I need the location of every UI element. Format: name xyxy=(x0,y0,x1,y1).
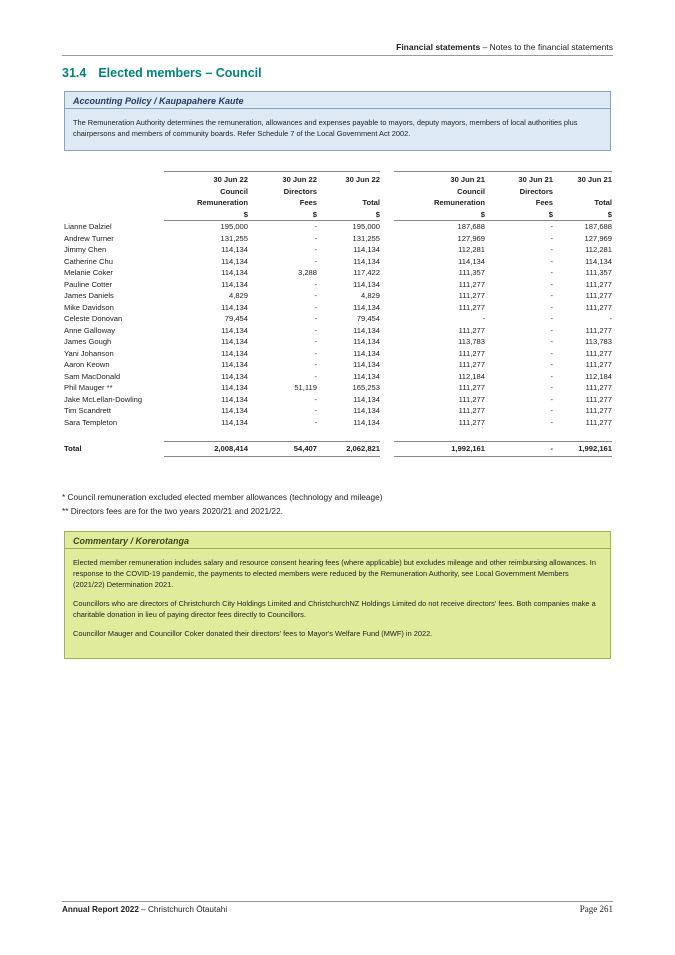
member-name: Catherine Chu xyxy=(64,256,113,266)
table-value-cell: 112,281 xyxy=(458,245,485,254)
footnote-directors-fees: ** Directors fees are for the two years 2020/21 and 2021/22. xyxy=(62,506,283,516)
table-header-cell: $ xyxy=(394,209,485,221)
member-name: Sam MacDonald xyxy=(64,371,121,381)
footer-report-name: Annual Report 2022 xyxy=(62,905,139,914)
table-value-cell: 131,255 xyxy=(352,233,380,243)
table-value-cell: 111,277 xyxy=(585,279,612,289)
table-value-cell: 112,184 xyxy=(585,371,612,381)
table-value-cell: 111,277 xyxy=(585,325,612,335)
member-name: Jake McLellan-Dowling xyxy=(64,394,143,404)
table-value-cell: 117,422 xyxy=(353,268,380,277)
table-value-cell: - xyxy=(314,394,317,404)
table-row xyxy=(64,302,612,314)
header-subsection-name: – Notes to the financial statements xyxy=(480,42,613,52)
table-column-gap xyxy=(380,197,394,209)
table-header-cell: Directors xyxy=(283,186,317,196)
table-value-cell: 114,134 xyxy=(353,245,380,254)
table-row xyxy=(64,233,612,245)
table-value-cell: 4,829 xyxy=(360,291,380,300)
table-value-cell: - xyxy=(314,325,317,335)
table-value-cell: 111,277 xyxy=(458,406,485,415)
table-value-cell: - xyxy=(550,233,553,243)
table-value-cell: 1,992,161 xyxy=(553,442,612,457)
table-value-cell: 4,829 xyxy=(228,291,248,300)
table-value-cell: - xyxy=(314,233,317,243)
member-name: Pauline Cotter xyxy=(64,279,113,289)
table-value-cell: 113,783 xyxy=(458,337,485,346)
table-value-cell: - xyxy=(550,291,553,300)
table-row xyxy=(64,394,612,406)
table-column-gap xyxy=(380,442,394,457)
accounting-policy-text: The Remuneration Authority determines the remuneration, allowances and expenses payable to mayors, deputy mayors, members of local authorities plus chairpersons and members of community boards. Refer Schedule 7 of the Local Government Act 2002. xyxy=(73,118,578,138)
table-column-gap xyxy=(380,313,394,325)
table-column-gap xyxy=(380,267,394,279)
table-column-gap xyxy=(380,348,394,360)
table-header-cell: 30 Jun 21 xyxy=(485,172,553,186)
table-value-cell: - xyxy=(550,268,553,277)
table-total-row xyxy=(64,442,612,457)
commentary-box xyxy=(64,531,611,659)
member-name: Jimmy Chen xyxy=(64,245,107,254)
table-value-cell: 113,783 xyxy=(585,337,612,346)
table-column-gap xyxy=(380,302,394,314)
table-column-gap xyxy=(380,279,394,291)
table-column-gap xyxy=(380,256,394,268)
table-header-cell xyxy=(553,186,612,198)
table-row xyxy=(64,256,612,268)
footer-organisation: – Christchurch Ōtautahi xyxy=(138,905,228,914)
table-value-cell: 114,134 xyxy=(221,279,248,289)
table-value-cell: 114,134 xyxy=(221,383,248,392)
table-value-cell: - xyxy=(550,314,553,323)
table-value-cell: 114,134 xyxy=(353,360,380,369)
table-value-cell: - xyxy=(314,314,317,323)
table-value-cell: 111,277 xyxy=(458,394,485,404)
table-header-cell: 30 Jun 22 xyxy=(248,172,317,186)
table-value-cell: 114,134 xyxy=(353,406,380,415)
table-value-cell: - xyxy=(550,337,553,346)
table-value-cell: 111,277 xyxy=(458,417,485,427)
table-value-cell: 165,253 xyxy=(352,383,380,392)
table-value-cell: 114,134 xyxy=(353,348,380,358)
table-column-gap xyxy=(380,244,394,256)
table-row xyxy=(64,371,612,383)
table-value-cell: - xyxy=(482,314,485,323)
table-column-gap xyxy=(380,336,394,348)
commentary-heading: Commentary / Korerotanga xyxy=(73,536,190,546)
table-row xyxy=(64,267,612,279)
table-value-cell: - xyxy=(314,279,317,289)
footer-rule xyxy=(62,901,613,902)
table-value-cell: 114,134 xyxy=(221,348,248,358)
table-header-cell: Council xyxy=(457,186,485,196)
table-header-cell: Fees xyxy=(535,198,553,207)
table-value-cell: 114,134 xyxy=(353,337,380,346)
table-column-gap xyxy=(380,394,394,406)
header-rule xyxy=(62,55,613,56)
table-header-cell: $ xyxy=(317,209,380,221)
table-value-cell: - xyxy=(550,406,553,415)
table-column-gap xyxy=(380,221,394,233)
table-value-cell: 114,134 xyxy=(221,256,248,266)
table-value-cell: 111,357 xyxy=(585,268,612,277)
table-row xyxy=(64,290,612,302)
accounting-policy-box xyxy=(64,91,611,151)
table-column-gap xyxy=(380,290,394,302)
table-value-cell: 111,277 xyxy=(458,302,485,312)
table-value-cell: - xyxy=(550,245,553,254)
table-value-cell: 114,134 xyxy=(353,371,380,381)
table-value-cell: 111,277 xyxy=(585,417,612,427)
member-name: Andrew Turner xyxy=(64,233,114,243)
table-value-cell: 114,134 xyxy=(221,268,248,277)
table-value-cell: - xyxy=(314,222,317,231)
table-value-cell: 127,969 xyxy=(584,233,612,243)
table-row xyxy=(64,336,612,348)
table-row xyxy=(64,279,612,291)
table-value-cell: 114,134 xyxy=(353,417,380,427)
table-column-gap xyxy=(380,209,394,221)
section-heading: Elected members – Council xyxy=(98,66,262,80)
table-header-blank xyxy=(64,172,164,186)
table-spacer-row xyxy=(64,428,612,442)
table-value-cell: 112,184 xyxy=(458,371,485,381)
table-header-cell: 30 Jun 22 xyxy=(164,172,248,186)
page-footer xyxy=(62,905,227,914)
table-value-cell: 114,134 xyxy=(221,406,248,415)
table-value-cell: 114,134 xyxy=(221,245,248,254)
table-value-cell: 195,000 xyxy=(352,222,380,231)
member-name: Aaron Keown xyxy=(64,360,110,369)
commentary-paragraph: Elected member remuneration includes salary and resource consent hearing fees (where applicable) but excludes mileage and other reimbursing allowances. In response to the COVID-19 pandemic, the payments to elected members were reduced by the Remuneration Authority, see Local Government Members (2021/22) Determination 2021. xyxy=(73,558,596,589)
table-value-cell: - xyxy=(314,360,317,369)
table-header-cell: Council xyxy=(220,186,248,196)
accounting-policy-heading: Accounting Policy / Kaupapahere Kaute xyxy=(73,96,244,106)
table-value-cell: - xyxy=(550,279,553,289)
table-value-cell: - xyxy=(485,442,553,457)
table-header-cell: Fees xyxy=(299,198,317,207)
member-name: Melanie Coker xyxy=(64,268,113,277)
table-value-cell: - xyxy=(314,256,317,266)
table-value-cell: 111,277 xyxy=(458,383,485,392)
table-value-cell: - xyxy=(314,417,317,427)
table-value-cell: 114,134 xyxy=(221,394,248,404)
table-column-gap xyxy=(380,233,394,245)
table-value-cell: 114,134 xyxy=(353,302,380,312)
table-value-cell: - xyxy=(550,222,553,231)
table-header-cell: Total xyxy=(594,198,612,207)
table-column-gap xyxy=(380,172,394,186)
member-name: Total xyxy=(64,444,82,454)
table-value-cell: 187,688 xyxy=(584,222,612,231)
table-header-cell xyxy=(317,186,380,198)
table-value-cell: 114,134 xyxy=(353,394,380,404)
table-row xyxy=(64,359,612,371)
table-row xyxy=(64,382,612,394)
table-value-cell: - xyxy=(550,383,553,392)
member-name: Tim Scandrett xyxy=(64,406,111,415)
table-value-cell: 111,277 xyxy=(585,394,612,404)
table-value-cell: 114,134 xyxy=(221,302,248,312)
table-row xyxy=(64,313,612,325)
table-value-cell: - xyxy=(609,314,612,323)
table-row xyxy=(64,348,612,360)
member-name: Celeste Donovan xyxy=(64,314,123,323)
table-header-cell: $ xyxy=(248,209,317,221)
table-column-gap xyxy=(380,186,394,198)
table-header-cell: Remuneration xyxy=(196,198,248,207)
table-header-cell: $ xyxy=(164,209,248,221)
table-spacer-cell xyxy=(64,428,612,442)
table-value-cell: 112,281 xyxy=(585,245,612,254)
table-header-cell: 30 Jun 21 xyxy=(394,172,485,186)
member-name: James Daniels xyxy=(64,291,114,300)
table-value-cell: 79,454 xyxy=(356,314,380,323)
table-header-row xyxy=(64,172,612,186)
table-value-cell: - xyxy=(314,245,317,254)
table-value-cell: 114,134 xyxy=(353,256,380,266)
table-value-cell: 187,688 xyxy=(457,222,485,231)
table-value-cell: 111,277 xyxy=(458,348,485,358)
table-value-cell: 111,277 xyxy=(585,302,612,312)
table-value-cell: 195,000 xyxy=(220,222,248,231)
table-value-cell: 114,134 xyxy=(221,371,248,381)
table-column-gap xyxy=(380,359,394,371)
table-value-cell: 114,134 xyxy=(221,337,248,346)
table-value-cell: 111,277 xyxy=(585,383,612,392)
table-column-gap xyxy=(380,325,394,337)
header-section-name: Financial statements xyxy=(396,42,481,52)
table-header-cell: $ xyxy=(553,209,612,221)
table-value-cell: 2,008,414 xyxy=(164,442,248,457)
table-value-cell: 114,134 xyxy=(221,360,248,369)
table-value-cell: - xyxy=(314,348,317,358)
member-name: Lianne Dalziel xyxy=(64,221,112,231)
member-name: Yani Johanson xyxy=(64,348,114,358)
table-value-cell: 111,277 xyxy=(458,325,485,335)
commentary-divider xyxy=(65,548,610,549)
table-value-cell: 54,407 xyxy=(248,442,317,457)
table-value-cell: 111,277 xyxy=(458,360,485,369)
table-column-gap xyxy=(380,371,394,383)
table-header-blank xyxy=(64,186,164,198)
table-value-cell: 3,288 xyxy=(297,268,317,277)
table-header-cell: Total xyxy=(362,198,380,207)
footnote-council-allowances: * Council remuneration excluded elected member allowances (technology and mileage) xyxy=(62,492,383,502)
table-value-cell: 131,255 xyxy=(220,233,248,243)
table-value-cell: 111,277 xyxy=(458,291,485,300)
member-name: Phil Mauger ** xyxy=(64,383,113,392)
table-value-cell: - xyxy=(550,348,553,358)
table-column-gap xyxy=(380,382,394,394)
table-value-cell: 2,062,821 xyxy=(317,442,380,457)
table-value-cell: 111,277 xyxy=(458,279,485,289)
table-row xyxy=(64,244,612,256)
page-number: Page 261 xyxy=(579,904,613,914)
table-value-cell: - xyxy=(550,256,553,266)
table-value-cell: - xyxy=(314,337,317,346)
table-header-cell: 30 Jun 22 xyxy=(317,172,380,186)
table-value-cell: 51,119 xyxy=(294,383,317,392)
remuneration-table xyxy=(64,171,612,457)
table-value-cell: - xyxy=(550,302,553,312)
table-row xyxy=(64,221,612,233)
commentary-paragraph: Councillor Mauger and Councillor Coker donated their directors' fees to Mayor's Welfare Fund (MWF) in 2022. xyxy=(73,628,433,638)
table-value-cell: 111,357 xyxy=(458,268,485,277)
commentary-paragraph: Councillors who are directors of Christchurch City Holdings Limited and ChristchurchNZ Holdings Limited do not receive directors' fees. Both companies make a charitable donation in lieu of paying director fees directly to Councillors. xyxy=(73,598,596,619)
table-value-cell: - xyxy=(314,371,317,381)
table-header-row xyxy=(64,186,612,198)
table-value-cell: - xyxy=(314,302,317,312)
table-row xyxy=(64,417,612,429)
table-value-cell: 114,134 xyxy=(221,417,248,427)
table-header-cell: 30 Jun 21 xyxy=(553,172,612,186)
table-value-cell: 114,134 xyxy=(221,325,248,335)
table-value-cell: 114,134 xyxy=(458,256,485,266)
commentary-text xyxy=(73,558,602,648)
table-row xyxy=(64,325,612,337)
member-name: Sara Templeton xyxy=(64,417,118,427)
table-value-cell: - xyxy=(550,394,553,404)
table-header-row xyxy=(64,209,612,221)
member-name: Mike Davidson xyxy=(64,302,114,312)
table-header-cell: Remuneration xyxy=(433,198,485,207)
table-header-cell: $ xyxy=(485,209,553,221)
table-value-cell: - xyxy=(550,417,553,427)
table-header-blank xyxy=(64,197,164,209)
table-value-cell: 111,277 xyxy=(585,360,612,369)
table-row xyxy=(64,405,612,417)
table-value-cell: 114,134 xyxy=(353,279,380,289)
table-value-cell: 114,134 xyxy=(353,325,380,335)
table-value-cell: 114,134 xyxy=(585,256,612,266)
table-value-cell: 111,277 xyxy=(585,291,612,300)
section-number: 31.4 xyxy=(62,66,87,80)
table-value-cell: 127,969 xyxy=(457,233,485,243)
member-name: Anne Galloway xyxy=(64,325,116,335)
table-header-row xyxy=(64,197,612,209)
table-header-cell: Directors xyxy=(519,186,553,196)
member-name: James Gough xyxy=(64,337,112,346)
table-value-cell: - xyxy=(550,360,553,369)
table-value-cell: 79,454 xyxy=(224,314,248,323)
table-column-gap xyxy=(380,417,394,429)
section-title xyxy=(62,66,262,80)
table-column-gap xyxy=(380,405,394,417)
table-value-cell: - xyxy=(550,371,553,381)
table-value-cell: 111,277 xyxy=(585,348,612,358)
page-header xyxy=(396,42,613,52)
table-value-cell: 111,277 xyxy=(585,406,612,415)
table-header-blank xyxy=(64,209,164,221)
accounting-policy-divider xyxy=(65,108,610,109)
table-value-cell: - xyxy=(314,406,317,415)
table-value-cell: 1,992,161 xyxy=(394,442,485,457)
table-value-cell: - xyxy=(314,291,317,300)
table-value-cell: - xyxy=(550,325,553,335)
